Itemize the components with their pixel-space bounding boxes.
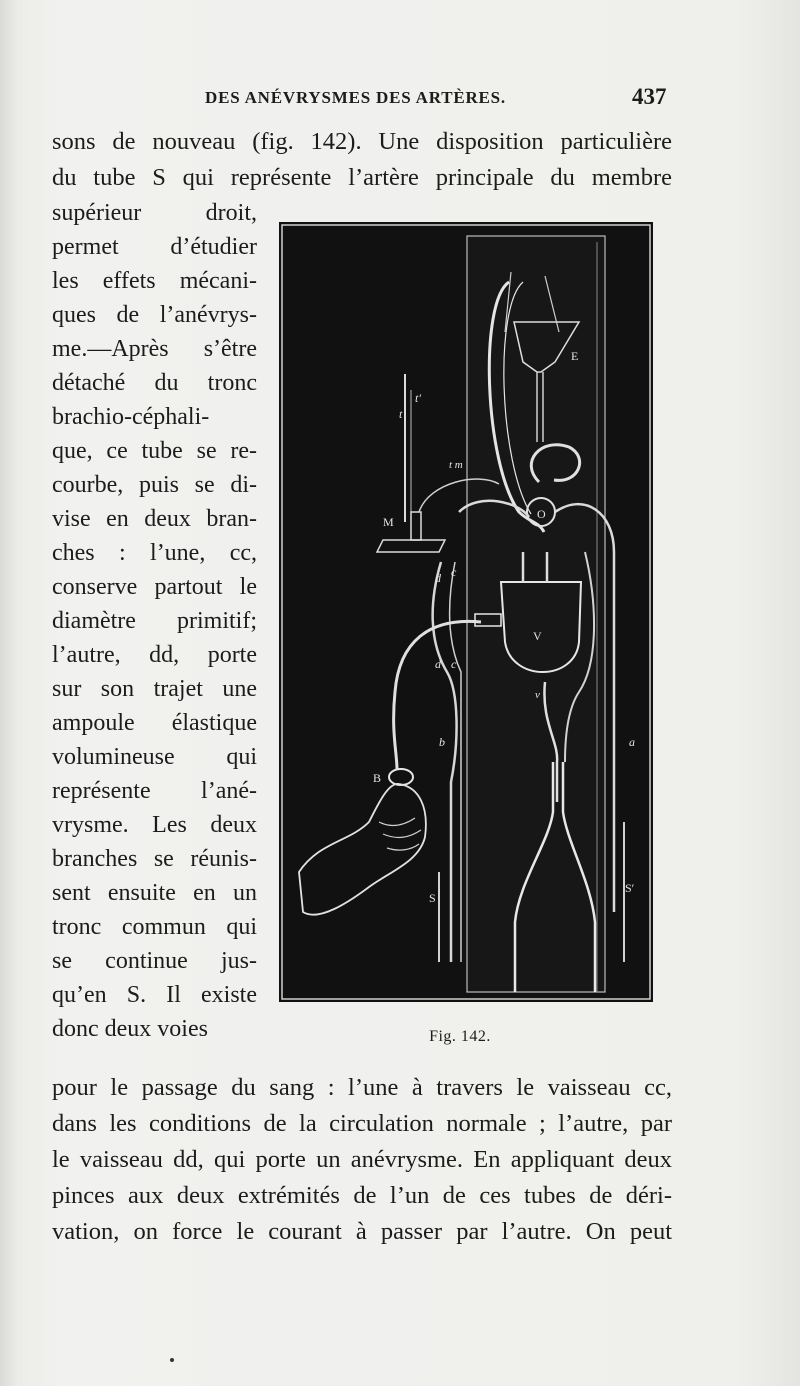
text-line: ampoule élastique <box>52 710 257 736</box>
hand-fingers <box>379 818 421 850</box>
text-line: tronc commun qui <box>52 914 257 940</box>
text-line: sent ensuite en un <box>52 880 257 906</box>
text-line: branches se réunis- <box>52 846 257 872</box>
label-d-top: d <box>435 571 441 585</box>
text-line: qu’en S. Il existe <box>52 982 257 1008</box>
text-line: conserve partout le <box>52 574 257 600</box>
label-b: b <box>439 735 445 749</box>
text-line: sur son trajet une <box>52 676 257 702</box>
text-line: détaché du tronc <box>52 370 257 396</box>
print-speck <box>170 1358 174 1362</box>
text-line: donc deux voies <box>52 1016 208 1042</box>
text-line: que, ce tube se re- <box>52 438 257 464</box>
text-line: brachio-céphali- <box>52 404 210 430</box>
manometer-bottle <box>411 512 421 540</box>
label-t-prime: t′ <box>415 391 421 405</box>
text-line: représente l’ané- <box>52 778 257 804</box>
label-t: t <box>399 407 403 421</box>
label-d-bottom: d <box>435 657 441 671</box>
text-line: pinces aux deux extrémités de l’un de ces tubes de déri- <box>52 1182 672 1209</box>
text-line: dans les conditions de la circulation normale ; l’autre, par <box>52 1110 672 1137</box>
label-c-top: c <box>451 565 457 579</box>
text-line: l’autre, dd, porte <box>52 642 257 668</box>
text-line: me.—Après s’être <box>52 336 257 362</box>
label-s-prime: S′ <box>625 881 635 895</box>
label-v: V <box>533 629 542 643</box>
running-head-title: DES ANÉVRYSMES DES ARTÈRES. <box>205 88 506 107</box>
text-line: ques de l’anévrys- <box>52 302 257 328</box>
label-v-small: v <box>535 689 540 701</box>
text-line: du tube S qui représente l’artère principale du membre <box>52 164 672 191</box>
text-line: courbe, puis se di- <box>52 472 257 498</box>
text-line: permet d’étudier <box>52 234 257 260</box>
page-number: 437 <box>632 84 667 109</box>
figure-142 <box>279 222 653 1002</box>
manometer-stand <box>377 540 445 552</box>
text-line: ches : l’une, cc, <box>52 540 257 566</box>
apparatus-illustration <box>279 222 653 1002</box>
text-line: se continue jus- <box>52 948 257 974</box>
label-c-bottom: c <box>451 657 457 671</box>
label-tm: t m <box>449 459 463 471</box>
text-line: vation, on force le courant à passer par l’autre. On peut <box>52 1218 672 1245</box>
text-line: les effets mécani- <box>52 268 257 294</box>
label-o: O <box>537 507 546 521</box>
text-line: le vaisseau dd, qui porte un anévrysme. En appliquant deux <box>52 1146 672 1173</box>
text-line: pour le passage du sang : l’une à travers le vaisseau cc, <box>52 1074 672 1101</box>
text-line: vrysme. Les deux <box>52 812 257 838</box>
bulb-b <box>389 769 413 785</box>
label-b-bulb: B <box>373 771 382 785</box>
text-line: diamètre primitif; <box>52 608 257 634</box>
label-m: M <box>383 515 394 529</box>
text-line: volumineuse qui <box>52 744 257 770</box>
text-line: supérieur droit, <box>52 200 257 226</box>
label-s: S <box>429 891 436 905</box>
figure-caption: Fig. 142. <box>429 1028 491 1045</box>
label-a: a <box>629 735 635 749</box>
text-line: sons de nouveau (fig. 142). Une disposition particulière <box>52 128 672 155</box>
running-head <box>0 84 800 112</box>
label-e: E <box>571 349 579 363</box>
text-line: vise en deux bran- <box>52 506 257 532</box>
